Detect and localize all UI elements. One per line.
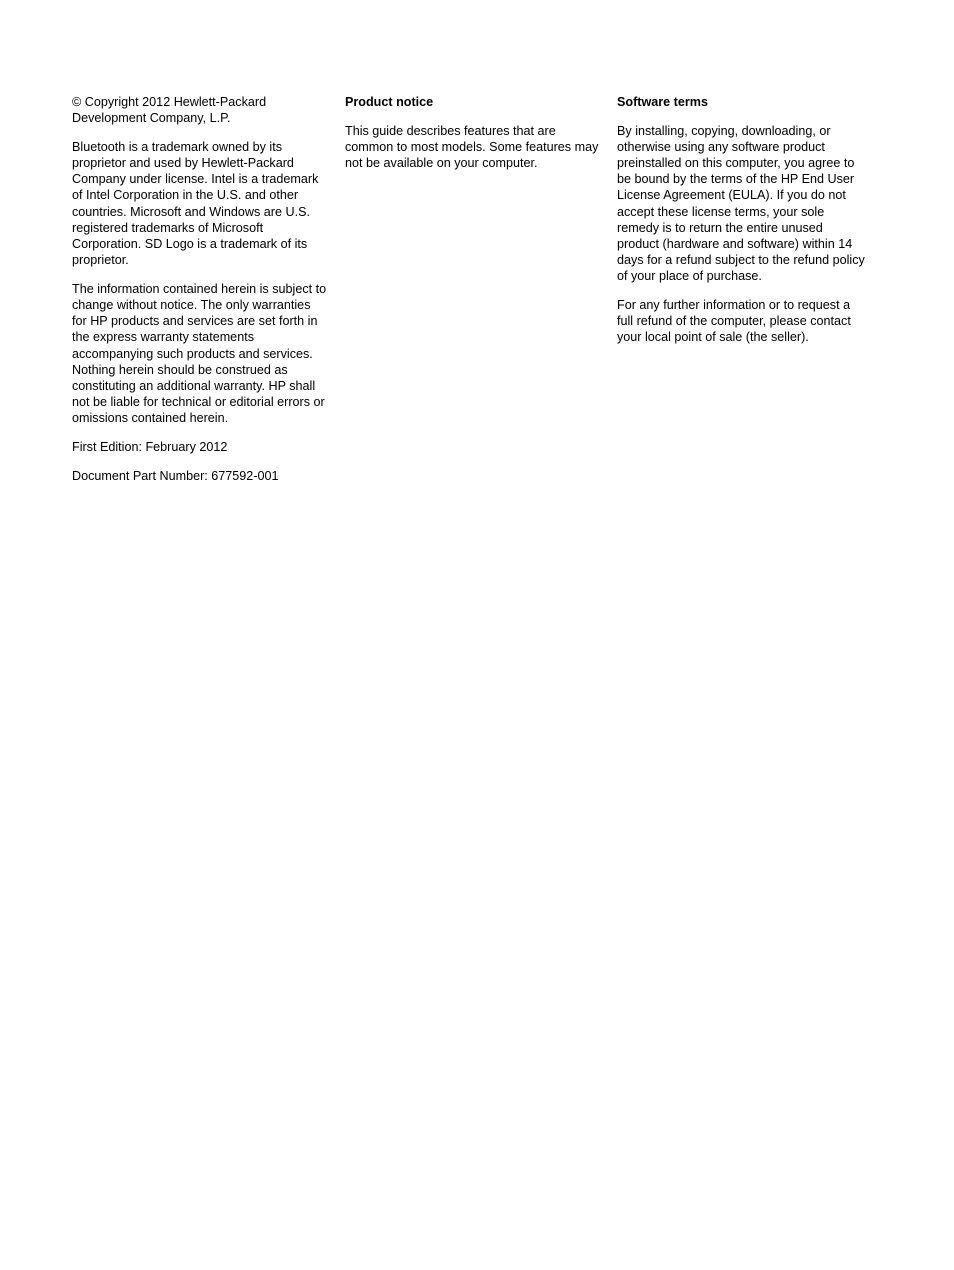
document-part-number: Document Part Number: 677592-001 — [72, 468, 279, 483]
disclaimer-notice: The information contained herein is subject to change without notice. The only warranties for HP products and services are set forth in the express warranty statements accompanying such products and services. Nothing herein should be construed as constituting an additional warranty. HP shall not be liable for technical or editorial errors or omissions contained herein. — [72, 281, 327, 426]
software-terms-column — [617, 94, 867, 358]
product-notice-column — [345, 94, 601, 184]
software-terms-heading: Software terms — [617, 95, 708, 109]
copyright-notice: © Copyright 2012 Hewlett-Packard Development Company, L.P. — [72, 95, 267, 126]
trademark-notice: Bluetooth is a trademark owned by its proprietor and used by Hewlett-Packard Company under license. Intel is a trademark of Intel Corporation in the U.S. and other countries. Microsoft and Windows are U.S. registered trademarks of Microsoft Corporation. SD Logo is a trademark of its proprietor. — [72, 139, 319, 268]
product-notice-heading: Product notice — [345, 95, 434, 109]
software-terms-refund: For any further information or to request a full refund of the computer, please contact your local point of sale (the seller). — [617, 298, 851, 345]
software-terms-body: By installing, copying, downloading, or otherwise using any software product preinstalled on this computer, you agree to be bound by the terms of the HP End User License Agreement (EULA). If you do not accept these license terms, your sole remedy is to return the entire unused product (hardware and software) within 14 days for a refund subject to the refund policy of your place of purchase. — [617, 123, 865, 284]
product-notice-body: This guide describes features that are common to most models. Some features may not be available on your computer. — [345, 123, 599, 170]
legal-column — [72, 94, 328, 496]
edition-info: First Edition: February 2012 — [72, 440, 228, 455]
